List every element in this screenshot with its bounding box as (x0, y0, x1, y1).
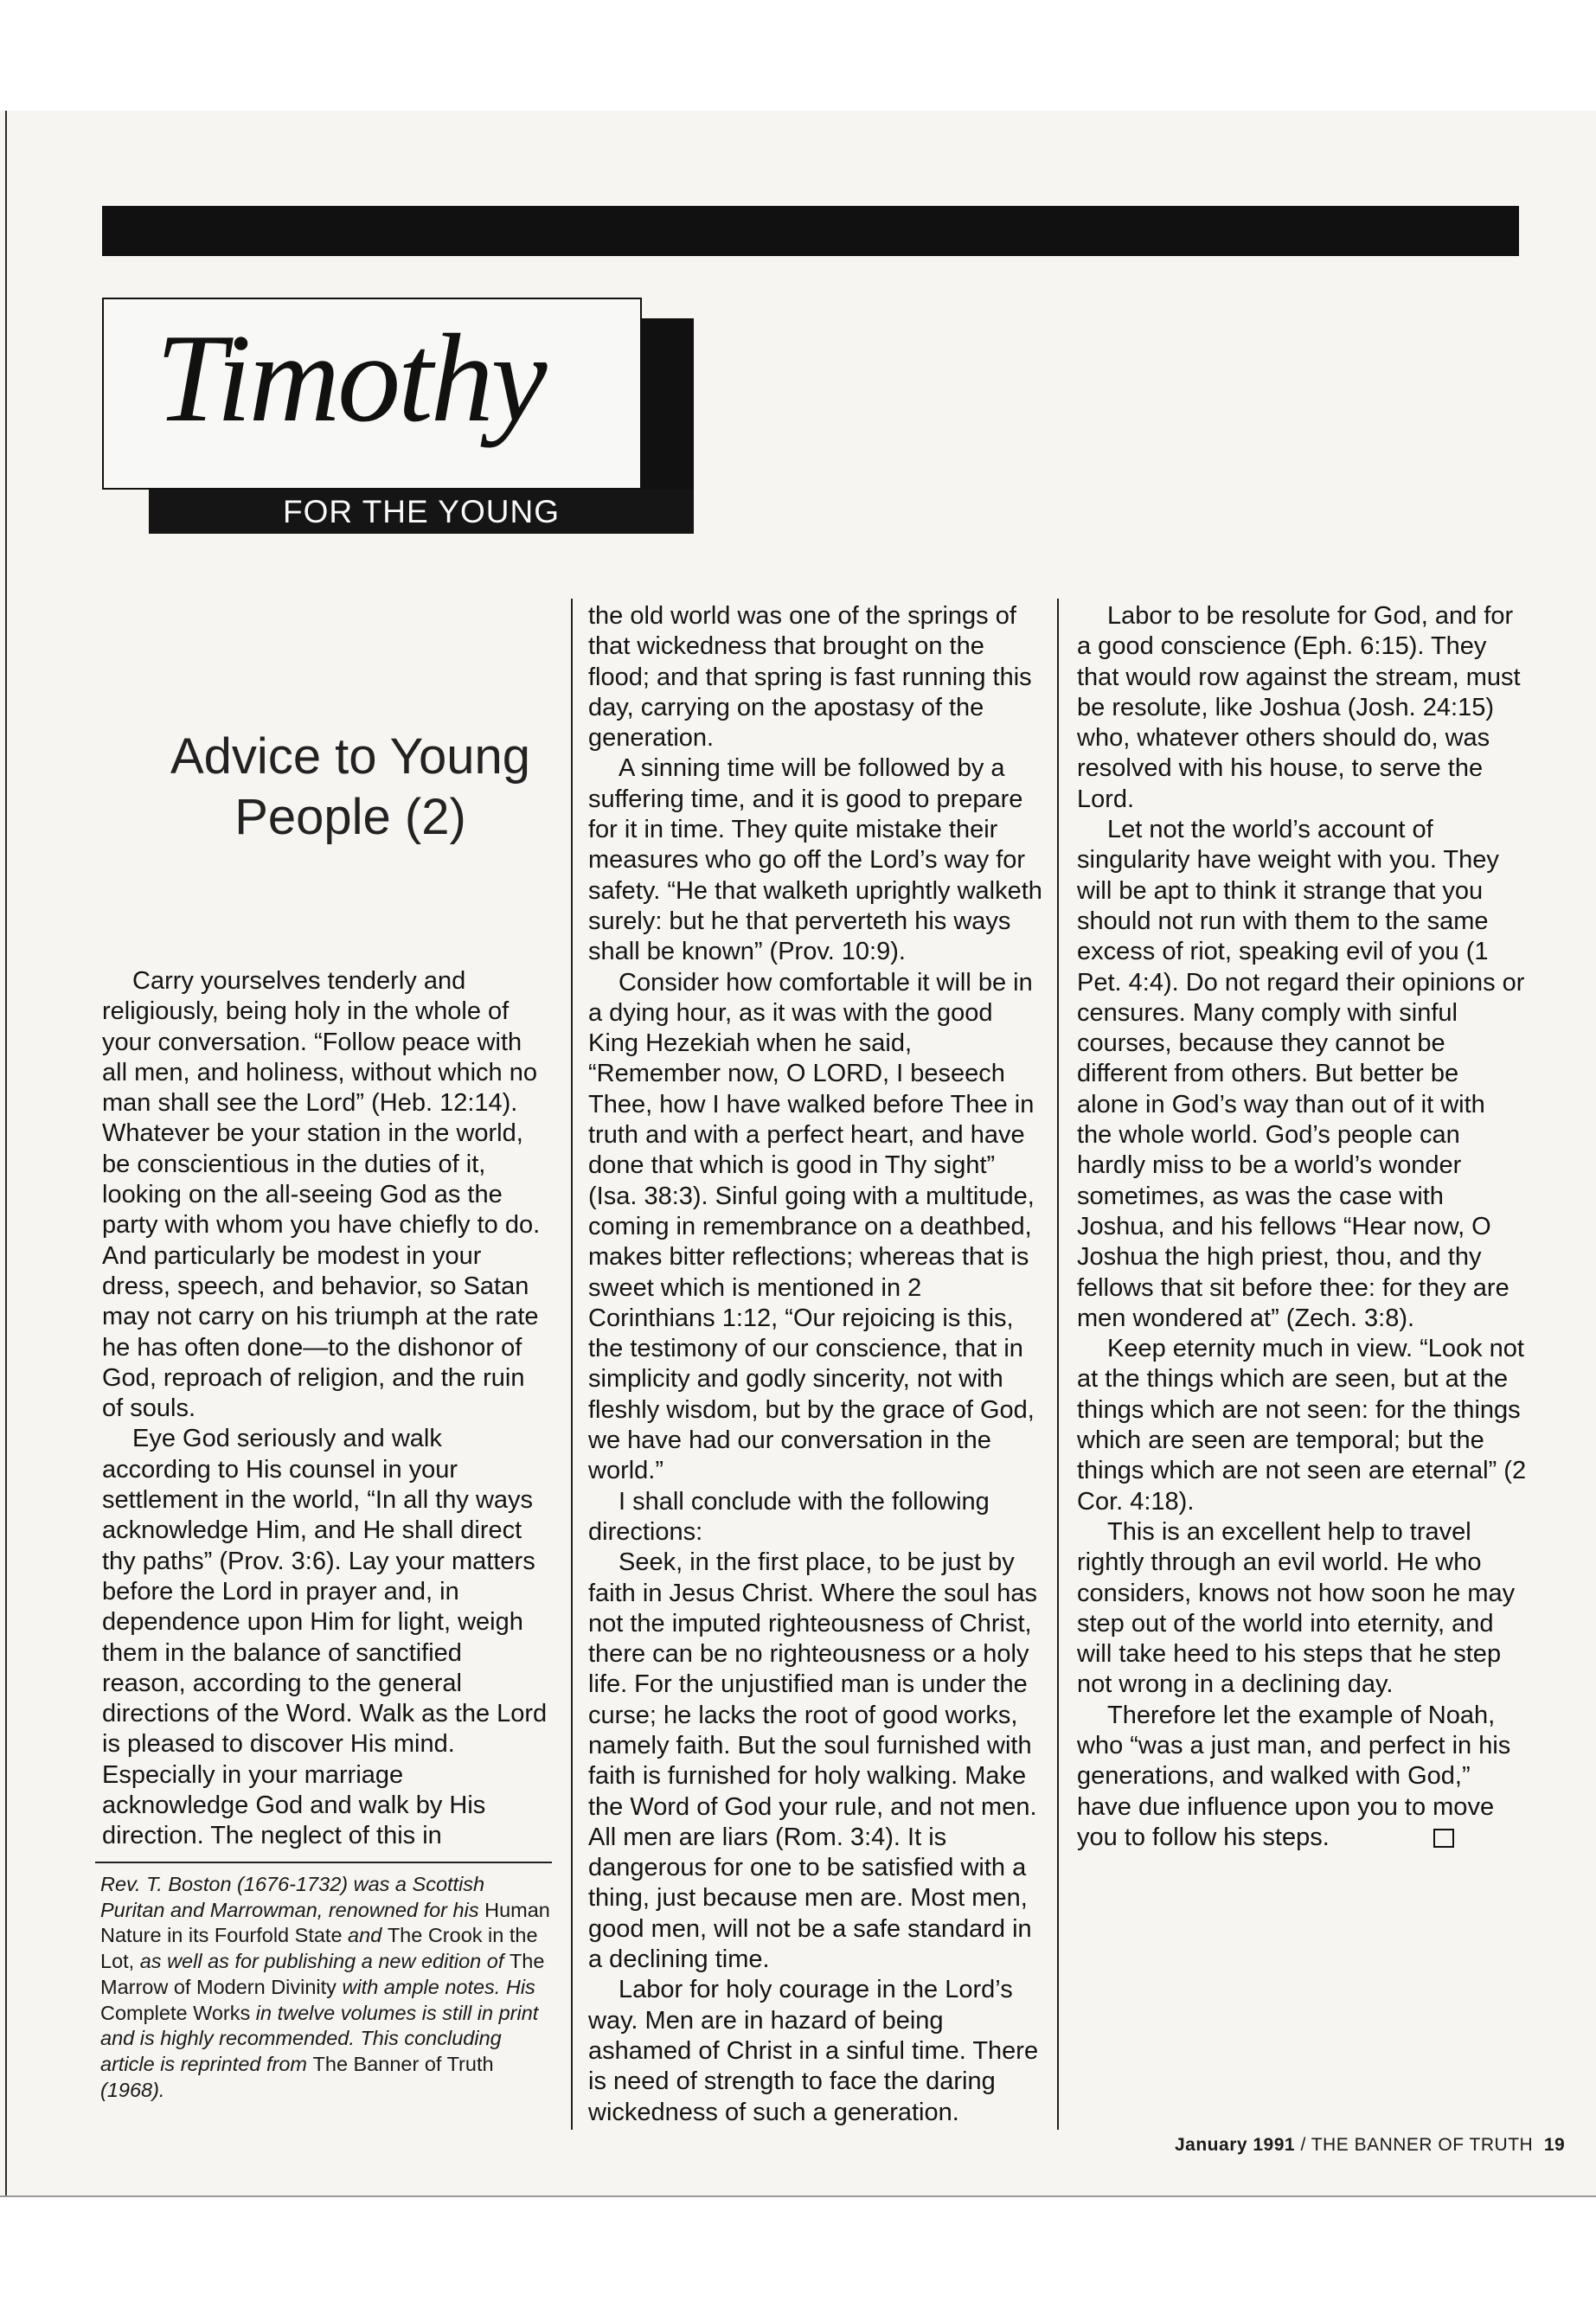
paragraph: Carry yourselves tenderly and religiously, being holy in the whole of your conversation. “Follow peace with all men, and holiness, without which no man shall see the Lord” (Heb. 12:14). Whatever be your station in the world, be conscientious in the duties of it, looking on the all-seeing God as the party with whom you have chiefly to do. And particularly be modest in your dress, speech, and behavior, so Satan may not carry on his triumph at the rate he has often done—to the dishonor of God, reproach of religion, and the ruin of souls. (102, 967, 541, 1423)
page-number: 19 (1543, 2135, 1566, 2155)
column-rule (1057, 599, 1059, 2130)
paragraph: Eye God seriously and walk according to His counsel in your settlement in the world, “In all thy ways acknowledge Him, and He shall direct thy paths” (Prov. 3:6). Lay your matters before the Lord in prayer and, in dependence upon Him for light, weigh them in the balance of sanctified reason, according to the general directions of the Word. Walk as the Lord is pleased to discover His mind. Especially in your marriage acknowledge God and walk by His direction. The neglect of this in (102, 1425, 548, 1850)
footer-date: January 1991 (1175, 2135, 1296, 2155)
end-mark-icon (1433, 1829, 1454, 1848)
paragraph: Therefore let the example of Noah, who “was a just man, and perfect in his generations, and walked with God,” have due influence upon you to move you to follow his steps. (1077, 1701, 1511, 1851)
article-title (130, 727, 571, 848)
column-rule (571, 599, 573, 2130)
paragraph: I shall conclude with the following directions: (588, 1487, 990, 1546)
article-title-line-1: Advice to Young (170, 728, 531, 785)
paragraph: Labor to be resolute for God, and for a good conscience (Eph. 6:15). They that would row against the stream, must be resolute, like Joshua (Josh. 24:15) who, whatever others should do, was resolved with his house, to serve the Lord. (1077, 602, 1521, 813)
paragraph: Consider how comfortable it will be in a dying hour, as it was with the good King Hezekiah when he said, “Remember now, O LORD, I beseech Thee, how I have walked before Thee in truth and with a perfect heart, and have done that which is good in Thy sight” (Isa. 38:3). Sinful going with a multitude, coming in remembrance on a deathbed, makes bitter reflections; whereas that is sweet which is mentioned in 2 Corinthians 1:12, “Our rejoicing is this, the testimony of our conscience, that in simplicity and godly sincerity, not with fleshly wisdom, but by the grace of God, we have had our conversation in the world.” (588, 968, 1035, 1485)
logo-title: Timothy (156, 308, 545, 448)
footer-separator: / (1295, 2135, 1311, 2155)
section-logo (102, 298, 642, 490)
page-margin-bottom (0, 2197, 1596, 2301)
page-footer (1175, 2135, 1565, 2156)
page-edge-line (5, 111, 7, 2195)
paragraph: the old world was one of the springs of that wickedness that brought on the flood; and that spring is fast running this day, carrying on the apostasy of the generation. (588, 602, 1032, 753)
logo-subtitle: FOR THE YOUNG (149, 490, 694, 534)
paragraph: Let not the world’s account of singularity have weight with you. They will be apt to think it strange that you should not run with them to the same excess of riot, speaking evil of you (1 Pet. 4:4). Do not regard their opinions or censures. Many comply with sinful courses, because they cannot be different from others. But better be alone in God’s way than out of it with the whole world. God’s people can hardly miss to be a world’s wonder sometimes, as was the case with Joshua, and his fellows “Hear now, O Joshua the high priest, thou, and thy fellows that sit before thee: for they are men wondered at” (Zech. 3:8). (1077, 816, 1525, 1332)
bio-divider (95, 1862, 552, 1863)
column-2 (588, 601, 1042, 2128)
column-3 (1077, 601, 1527, 1853)
paragraph: Seek, in the first place, to be just by faith in Jesus Christ. Where the soul has not the imputed righteousness of Christ, there can be no righteousness or a holy life. For the unjustified man is under the curse; he lacks the root of good works, namely faith. But the soul furnished with faith is furnished for holy walking. Make the Word of God your rule, and not men. All men are liars (Rom. 3:4). It is dangerous for one to be satisfied with a thing, just because men are. Most men, good men, will not be a safe standard in a declining time. (588, 1548, 1038, 1974)
column-1 (102, 966, 552, 1852)
header-black-bar (102, 206, 1519, 256)
paragraph: Keep eternity much in view. “Look not at the things which are seen, but at the things which are not seen: for the things which are seen are temporal; but the things which are not seen are eternal” (2 Cor. 4:18). (1077, 1335, 1527, 1516)
article-title-line-2: People (2) (234, 789, 466, 845)
page-margin-top (0, 0, 1596, 111)
author-bio: Rev. T. Boston (1676-1732) was a Scottish Puritan and Marrowman, renowned for his Human Nature in its Fourfold State and The Crook in the Lot, as well as for publishing a new edition of The Marrow of Modern Divinity with ample notes. His Complete Works in twelve volumes is still in print and is highly recommended. This concluding article is reprinted from The Banner of Truth (1968). (100, 1873, 550, 2101)
footer-publication: THE BANNER OF TRUTH (1311, 2135, 1534, 2155)
paragraph: A sinning time will be followed by a suffering time, and it is good to prepare for it in time. They quite mistake their measures who go off the Lord’s way for safety. “He that walketh uprightly walketh surely: but he that perverteth his ways shall be known” (Prov. 10:9). (588, 754, 1042, 966)
paragraph: This is an excellent help to travel rightly through an evil world. He who considers, knows not how soon he may step out of the world into eternity, and will take heed to his steps that he step not wrong in a declining day. (1077, 1517, 1516, 1699)
paragraph: Labor for holy courage in the Lord’s way. Men are in hazard of being ashamed of Christ in a sinful time. There is need of strength to face the daring wickedness of such a generation. (588, 1976, 1039, 2126)
